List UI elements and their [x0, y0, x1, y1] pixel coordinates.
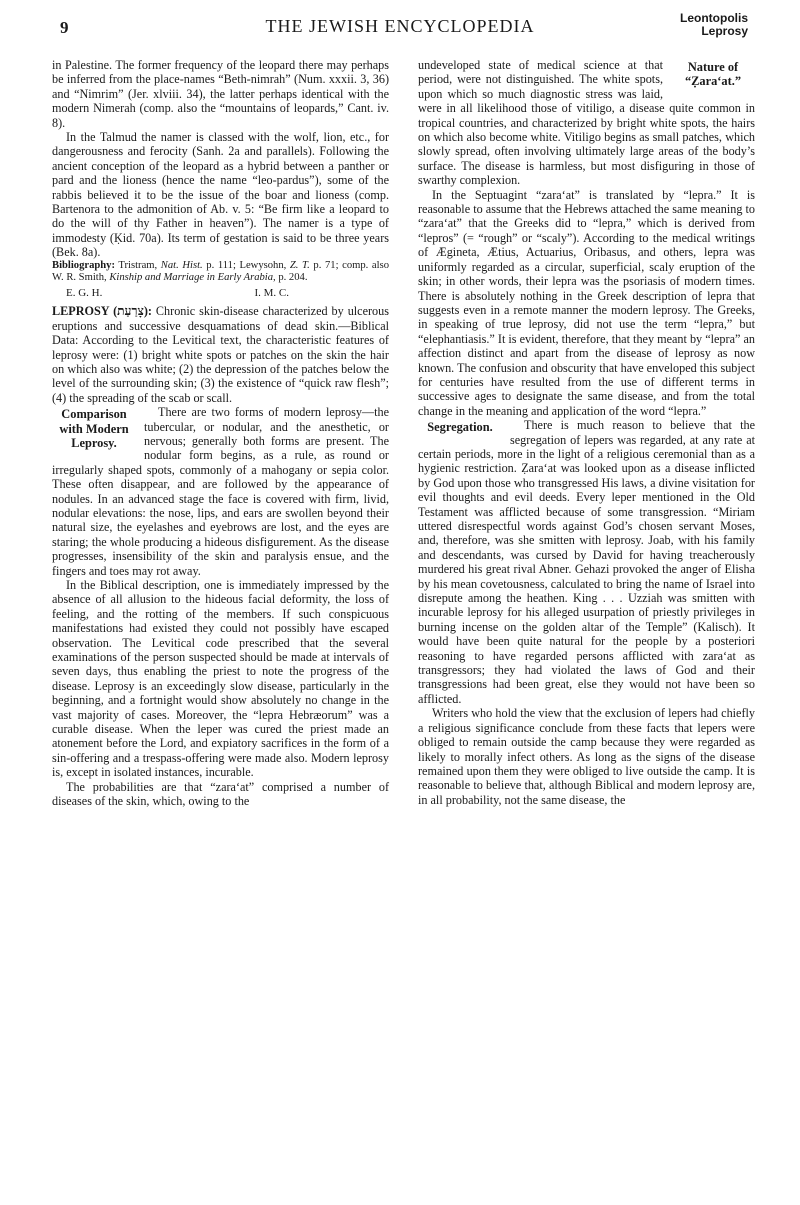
page-number: 9: [60, 18, 69, 37]
signature-left: E. G. H.: [66, 286, 103, 299]
page-header: [52, 10, 748, 50]
author-signature: [52, 286, 389, 300]
paragraph: In the Biblical description, one is immediately impressed by the absence of all allusion to the hideous facial deformity, the loss of feeling, and the rotting of the members. If such conspicuous manifestations had existed they could not possibly have escaped observation. The Levitical code prescribed that the several examinations of the person suspected should be made at intervals of seven days, thus enabling the priest to note the progress of the disease. Leprosy is an exceedingly slow disease, particularly in the beginning, and a fortnight would show absolutely no change in the vast majority of cases. Moreover, the “lepra Hebræorum” was a curable disease. When the leper was cured the priest made an atonement before the Lord, and expiatory sacrifices in the form of a sin-offering and a trespass-offering were made also. Modern leprosy is, except in isolated instances, incurable.: [52, 578, 389, 780]
paragraph: Writers who hold the view that the exclusion of lepers had chiefly a religious significance conclude from these facts that lepers were obliged to remain outside the camp because they were regarded as likely to morally infect others. As long as the signs of the disease remained upon them they were obliged to live outside the camp. It is reasonable to believe that, although Biblical and modern leprosy are, in all probability, not the same disease, the: [418, 706, 755, 807]
side-heading: Nature of “Ẓara‘at.”: [684, 60, 742, 89]
entry-leprosy: LEPROSY (צָרַעַת): Chronic skin-disease characterized by ulcerous eruptions and successive desquamations of dead skin.—Biblical Data: According to the Levitical text, the characteristic features of leprosy were: (1) bright white spots or patches on the skin the hair on which also was white; (2) the depression of the patches below the level of the surrounding skin; (3) the existence of “quick raw flesh”; (4) the spreading of the scab or scall.: [52, 304, 389, 405]
running-head-top: Leontopolis: [680, 11, 748, 25]
paragraph: in Palestine. The former frequency of the leopard there may perhaps be inferred from the place-names “Beth-nimrah” (Num. xxxii. 3, 36) and “Nimrim” (Jer. xlviii. 34), the latter perhaps identical with the modern Nimerah (comp. also the “mountains of leopards,” Cant. iv. 8).: [52, 58, 389, 130]
bibliography-label: Bibliography:: [52, 259, 115, 271]
entry-title: LEPROSY (צָרַעַת):: [52, 304, 152, 319]
left-column: [52, 58, 389, 809]
paragraph: There are two forms of modern leprosy—the tubercular, or nodular, and the anesthetic, or nervous; generally both forms are present. The nodular form begins, as a rule, as round or irregularly shaped spots, commonly of a mahogany or sepia color. These often disappear, and are followed by the appearance of nodules. In an advanced stage the face is covered with firm, livid, nodular elevations: the nose, lips, and ears are swollen beyond their natural size, the eyelashes and eyebrows are lost, and the eyes are staring; the whole producing a hideous disfigurement. As the disease progresses, insensibility of the skin and paralysis ensue, and the fingers and toes may rot away.: [52, 405, 389, 578]
bibliography: Bibliography: Tristram, Nat. Hist. p. 111; Lewysohn, Z. T. p. 71; comp. also W. R. Smith, Kinship and Marriage in Early Arabia, p. 204.: [52, 259, 389, 284]
running-head: [680, 12, 748, 38]
paragraph: In the Septuagint “zara‘at” is translated by “lepra.” It is reasonable to assume that the Hebrews attached the same meaning to “zara‘at” that the Greeks did to “lepra,” which is derived from “lepros” (= “rough” or “scaly”). According to the medical writings of Ægineta, Ætius, Actuarius, Oribasus, and others, lepra was uniformly regarded as a circular, superficial, scaly eruption of the skin; in other words, their lepra was the psoriasis of modern times. There is absolutely nothing in the Greek description of lepra that suggests even in a remote manner the modern leprosy. The Greeks, in speaking of true leprosy, did not use the term “lepra,” but “elephantiasis.” It is evident, therefore, that they meant by “lepra” an affection distinct and apart from the disease of leprosy as now known. The confusion and obscurity that have enveloped this subject for centuries have resulted from the use of different terms in successive ages to designate the same disease, and from the total change in the meaning and application of the word “lepra.”: [418, 187, 755, 418]
signature-right: I. M. C.: [254, 286, 289, 299]
paragraph: Nature of “Ẓara‘at.” undeveloped state of medical science at that period, were not distinguished. The white spots, upon which so much diagnostic stress was laid, were in all likelihood those of vitiligo, a disease quite common in tropical countries, and characterized by bright white spots, the hairs on which also become white. Vitiligo begins as small patches, which slowly spread, often involving ultimately large areas of the body’s surface. The disease is harmless, but most disfiguring in those of swarthy complexion.: [418, 58, 755, 188]
right-column: [418, 58, 755, 807]
paragraph: In the Talmud the namer is classed with the wolf, lion, etc., for dangerousness and ferocity (Sanh. 2a and parallels). Following the ancient conception of the leopard as a hybrid between a panther or pard and the lioness (hence the name “leo-pardus”), some of the rabbis believed it to be the issue of the boar and lioness (comp. Bartenora to the admonition of Ab. v. 5: “Be firm like a leopard to do the will of thy Father in heaven”). The namer is a type of immodesty (Ḳid. 70a). Its term of gestation is said to be three years (Bek. 8a).: [52, 130, 389, 260]
side-heading: Comparison with Modern Leprosy.: [59, 407, 129, 450]
paragraph: The probabilities are that “zara‘at” comprised a number of diseases of the skin, which, owing to the: [52, 779, 389, 809]
side-heading: Segregation.: [427, 420, 493, 435]
running-title: THE JEWISH ENCYCLOPEDIA: [265, 16, 535, 36]
paragraph: There is much reason to believe that the segregation of lepers was regarded, at any rate at certain periods, more in the light of a religious ceremonial than as a hygienic restriction. Ẓara‘at was looked upon as a disease inflicted by God upon those who transgressed His laws, a divine visitation for evil thoughts and evil deeds. Every leper mentioned in the Old Testament was afflicted because of some transgression. “Miriam uttered disrespectful words against God’s chosen servant Moses, and, therefore, was she smitten with leprosy. Joab, with his family and descendants, was cursed by David for having treacherously murdered his great rival Abner. Gehazi provoked the anger of Elisha by his mean covetousness, calculated to bring the name of Israel into disrepute among the heathen. King . . . Uzziah was smitten with incurable leprosy for his alleged usurpation of priestly privileges in burning incense on the golden altar of the Temple” (Kalisch). It would have been quite natural for the people by a posteriori reasoning to have regarded persons afflicted with zara‘at as transgressors; they had violated the laws of God and their transgressions had been great, else they would not have been so afflicted.: [418, 418, 755, 706]
running-head-bottom: Leprosy: [701, 24, 748, 38]
